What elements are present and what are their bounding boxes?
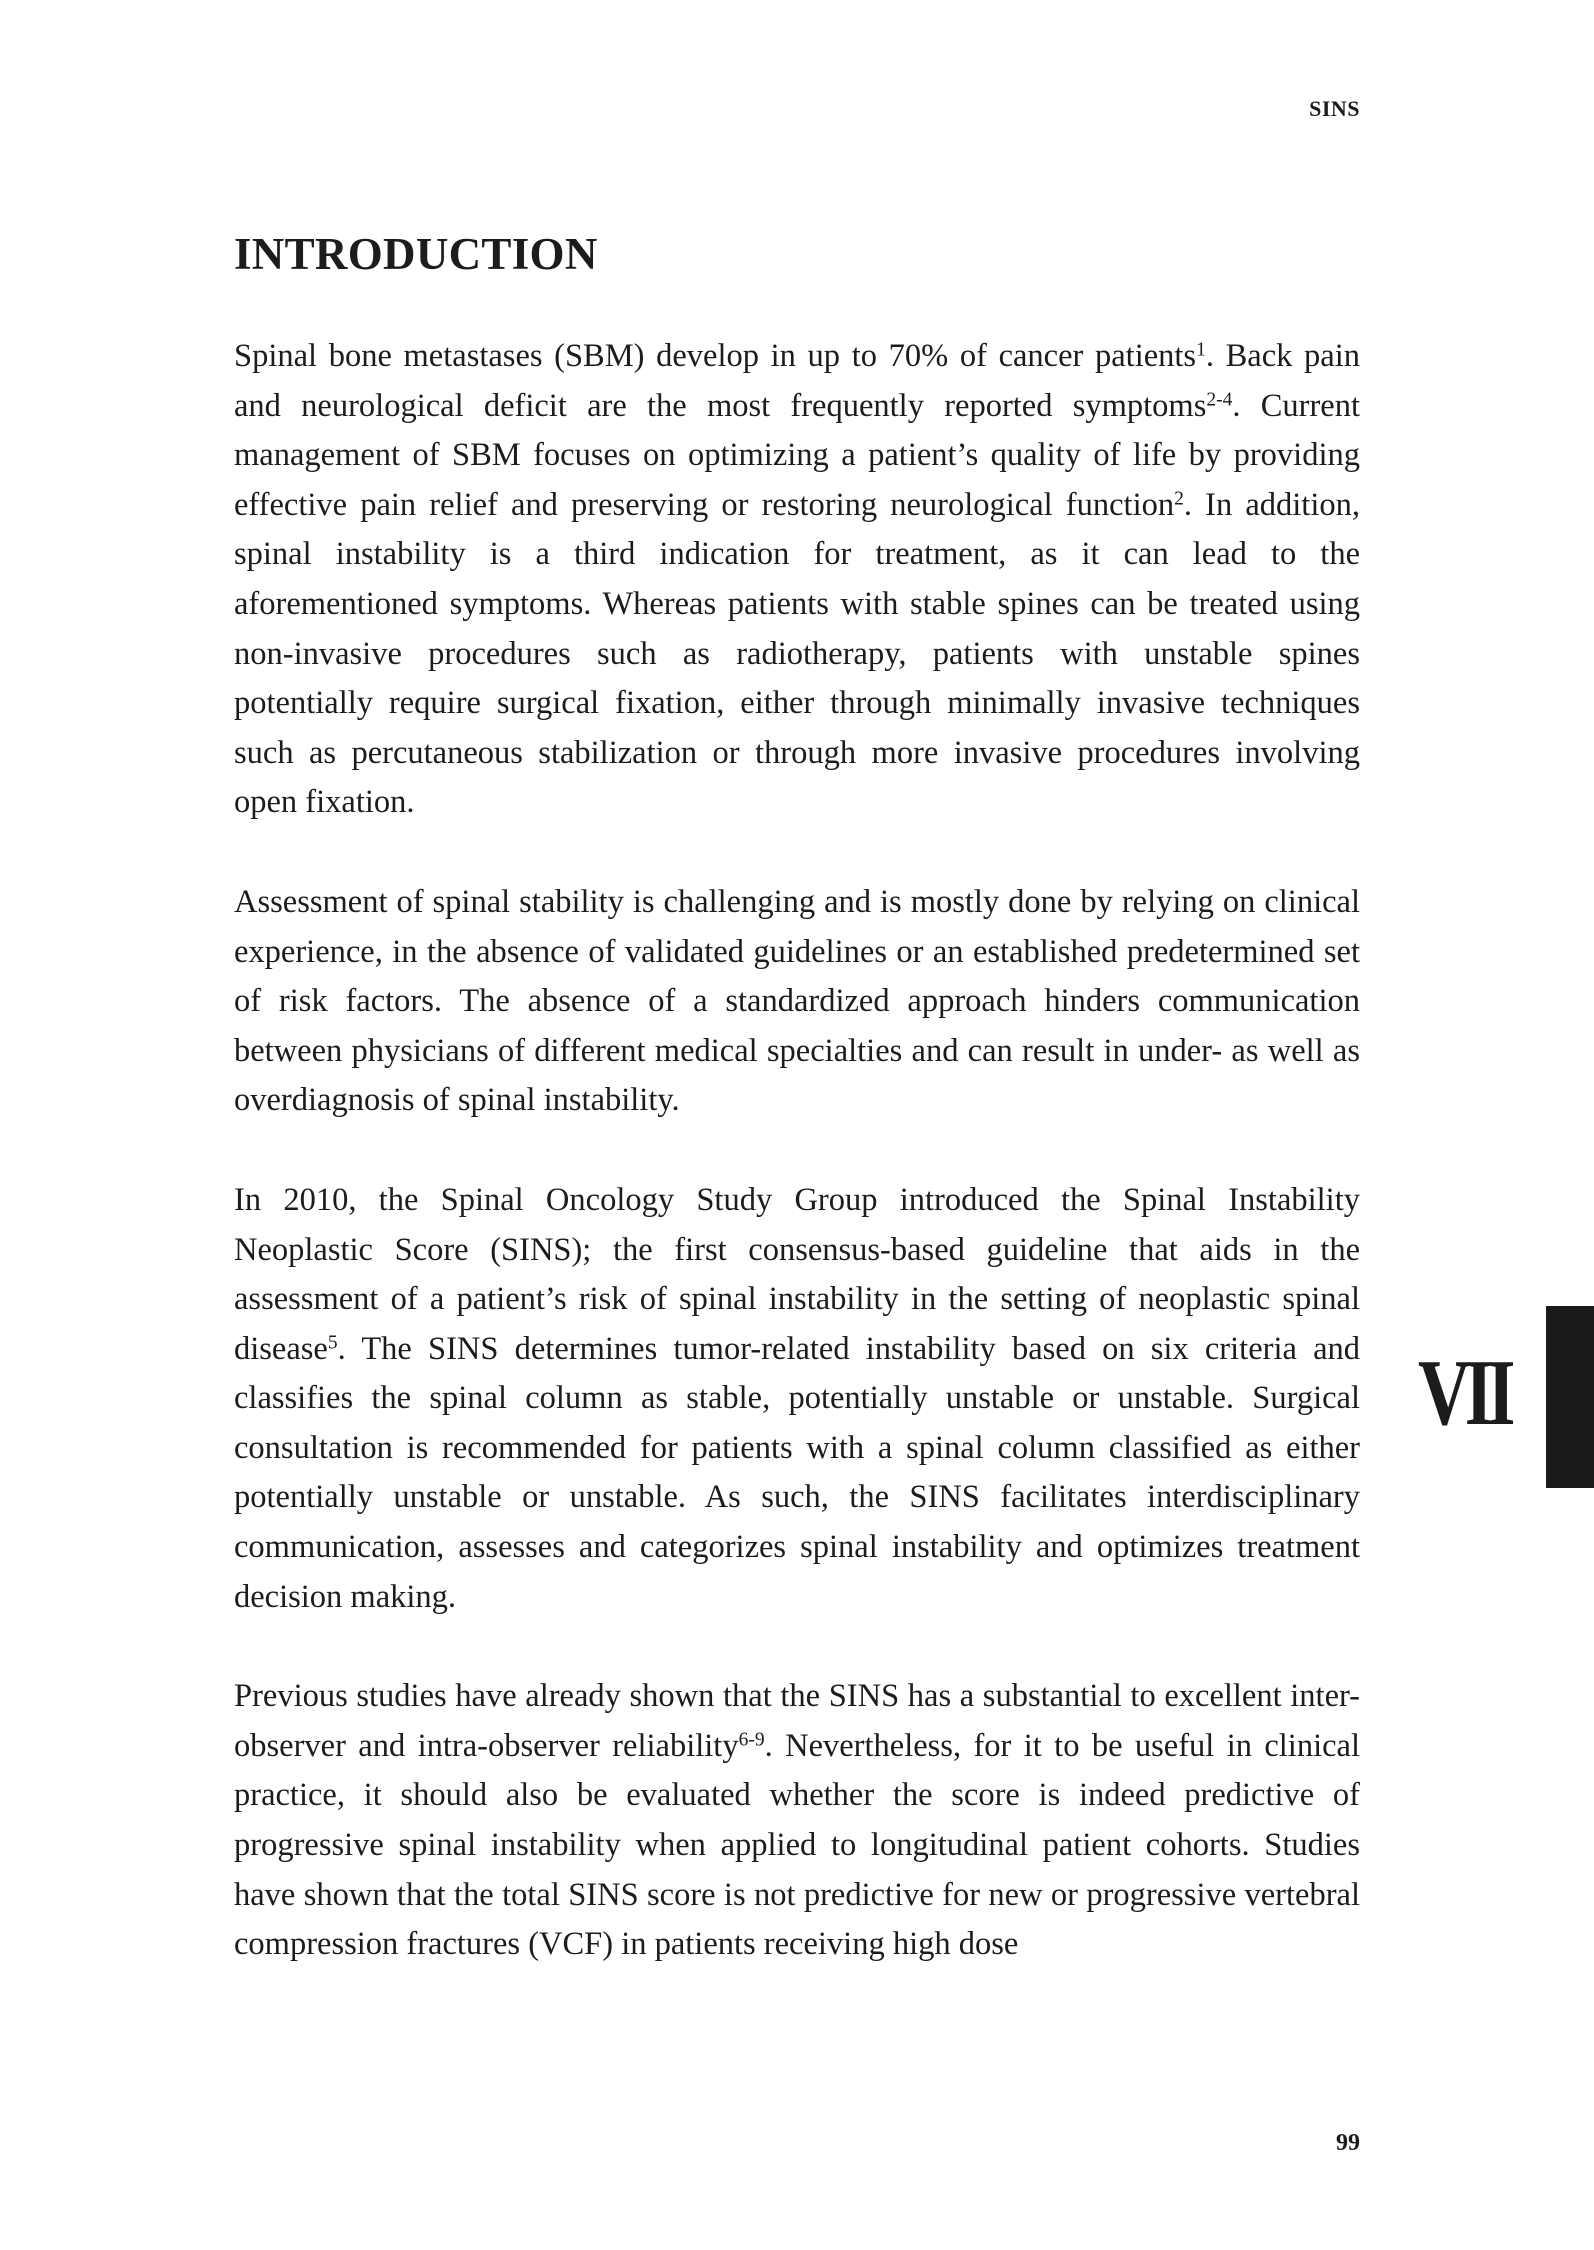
citation-ref: 2-4 xyxy=(1206,388,1233,410)
paragraph-4 xyxy=(234,1672,1360,1970)
paragraph-4-text-1: Previous studies have already shown that the SINS has a substantial to excellent inter-observer and intra-observer reliability xyxy=(234,1678,1360,1764)
paragraph-2 xyxy=(234,878,1360,1126)
paragraph-1-text-1: Spinal bone metastases (SBM) develop in up to 70% of cancer patients xyxy=(234,338,1197,374)
paragraph-4-text-2: . Nevertheless, for it to be useful in clinical practice, it should also be evaluated whether the score is indeed predictive of progressive spinal instability when applied to longitudinal patient cohorts. Studies have shown that the total SINS score is not predictive for new or progressive vertebral compression fractures (VCF) in patients receiving high dose xyxy=(234,1727,1360,1963)
chapter-thumb-tab xyxy=(1546,1306,1594,1488)
citation-ref: 2 xyxy=(1174,488,1184,510)
paragraph-2-text-1: Assessment of spinal stability is challenging and is mostly done by relying on clinical experience, in the absence of validated guidelines or an established predetermined set of risk factors. The absence of a standardized approach hinders communication between physicians of different medical specialties and can result in under- as well as overdiagnosis of spinal instability. xyxy=(234,883,1360,1119)
paragraph-1 xyxy=(234,332,1360,828)
page-number: 99 xyxy=(1336,2130,1360,2156)
paragraph-1-text-3: . Current management of SBM focuses on optimizing a patient’s quality of life by providing effective pain relief and preserving or restoring neurological function xyxy=(234,387,1361,523)
paragraph-3 xyxy=(234,1176,1360,1622)
citation-ref: 5 xyxy=(327,1331,338,1353)
body-text xyxy=(234,332,1360,2020)
paragraph-1-text-2: . Back pain and neurological deficit are the most frequently reported symptoms xyxy=(234,338,1360,424)
section-heading: INTRODUCTION xyxy=(234,229,598,279)
chapter-numeral: VII xyxy=(1418,1341,1510,1445)
citation-ref: 1 xyxy=(1196,339,1206,361)
running-header: SINS xyxy=(1309,96,1360,121)
citation-ref: 6-9 xyxy=(738,1729,765,1751)
paragraph-3-text-1: In 2010, the Spinal Oncology Study Group introduced the Spinal Instability Neoplastic Score (SINS); the first consensus-based guideline that aids in the assessment of a patient’s risk of spinal instability in the setting of neoplastic spinal disease xyxy=(234,1181,1360,1367)
paragraph-1-text-4: . In addition, spinal instability is a third indication for treatment, as it can lead to the aforementioned symptoms. Whereas patients with stable spines can be treated using non-invasive procedures such as radiotherapy, patients with unstable spines potentially require surgical fixation, either through minimally invasive techniques such as percutaneous stabilization or through more invasive procedures involving open fixation. xyxy=(234,486,1360,821)
paragraph-3-text-2: . The SINS determines tumor-related instability based on six criteria and classifies the spinal column as stable, potentially unstable or unstable. Surgical consultation is recommended for patients with a spinal column classified as either potentially unstable or unstable. As such, the SINS facilitates interdisciplinary communication, assesses and categorizes spinal instability and optimizes treatment decision making. xyxy=(234,1330,1360,1615)
